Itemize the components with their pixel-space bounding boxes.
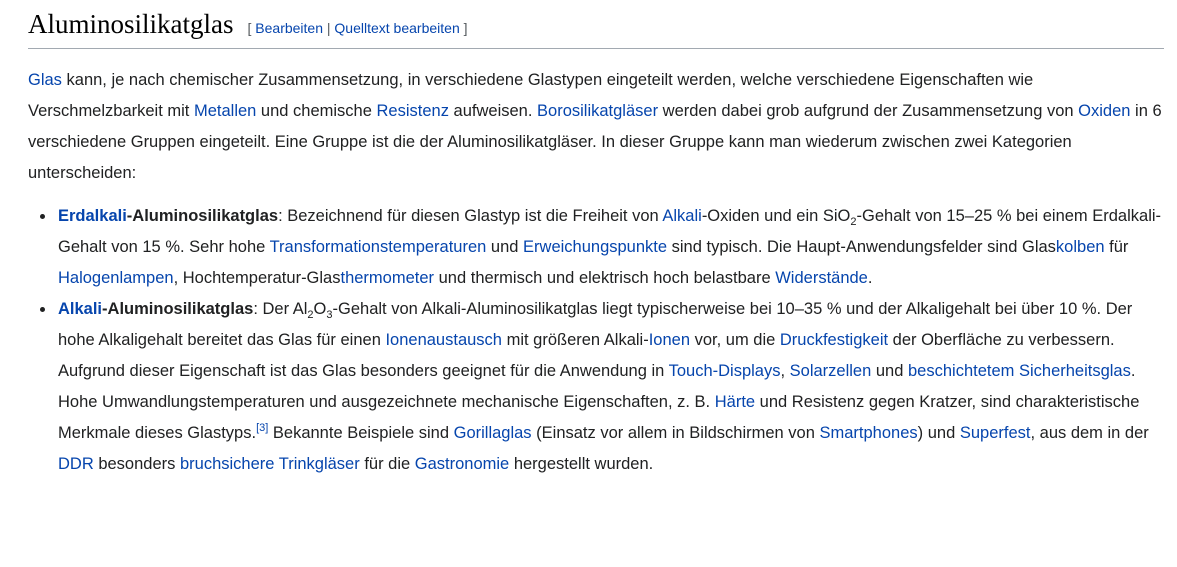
intro-paragraph: [28, 65, 1164, 189]
text: : Der Al: [253, 299, 308, 318]
text: vor, um die: [690, 330, 780, 349]
text: besonders: [93, 454, 180, 473]
item-title: [58, 207, 278, 225]
edit-source-link[interactable]: Quelltext bearbeiten: [334, 20, 460, 36]
text: mit größeren Alkali-: [501, 330, 649, 349]
edit-section-links: [248, 20, 468, 36]
text: aufweisen.: [448, 101, 538, 120]
reference-link[interactable]: [3]: [256, 421, 269, 434]
text: kann, je nach chemischer Zusammensetzung, in verschiedene Glastypen eingeteilt werden, welche verschiedene Eigenschaften wie Verschmelzbarkeit mit: [28, 70, 1034, 120]
text: (Einsatz vor allem in Bildschirmen von: [531, 423, 820, 442]
text: : Bezeichnend für diesen Glastyp ist die Freiheit von: [278, 206, 663, 225]
link-thermometer[interactable]: thermometer: [340, 268, 435, 287]
link-ddr[interactable]: DDR: [58, 454, 94, 473]
link-transformationstemperaturen[interactable]: Transformationstemperaturen: [269, 237, 487, 256]
text: O: [313, 299, 327, 318]
text: ) und: [917, 423, 960, 442]
link-widerstaende[interactable]: Widerstände: [775, 268, 868, 287]
link-alkali[interactable]: Alkali: [662, 206, 702, 225]
link-druckfestigkeit[interactable]: Druckfestigkeit: [779, 330, 889, 349]
text: sind typisch. Die Haupt-Anwendungsfelder sind Glas: [667, 237, 1056, 256]
reference-3[interactable]: [256, 422, 268, 434]
subscript: 3: [326, 308, 333, 321]
link-smartphones[interactable]: Smartphones: [819, 423, 918, 442]
text: und: [871, 361, 908, 380]
text: , Hochtemperatur-Glas: [173, 268, 341, 287]
edit-bracket-open: [: [247, 20, 256, 36]
link-superfest[interactable]: Superfest: [959, 423, 1031, 442]
link-bruchsichere-trinkglaeser[interactable]: bruchsichere Trinkgläser: [179, 454, 360, 473]
link-kolben[interactable]: kolben: [1055, 237, 1105, 256]
text: .: [867, 268, 873, 287]
link-metallen[interactable]: Metallen: [193, 101, 257, 120]
text: für: [1104, 237, 1129, 256]
text: und: [486, 237, 524, 256]
text: in 6 verschiedene Gruppen eingeteilt. Eine Gruppe ist die der Aluminosilikatgläser. In dieser Gruppe kann man wiederum zwischen zwei Kategorien unterscheiden:: [28, 101, 1162, 182]
article-content: [28, 0, 1164, 480]
text: -Oxiden und ein SiO: [701, 206, 851, 225]
text: hergestellt wurden.: [509, 454, 654, 473]
text: und thermisch und elektrisch hoch belastbare: [434, 268, 776, 287]
link-oxiden[interactable]: Oxiden: [1078, 101, 1131, 120]
link-resistenz[interactable]: Resistenz: [376, 101, 449, 120]
subscript: 2: [307, 308, 314, 321]
list-item-erdalkali: [58, 201, 1164, 294]
text: Bekannte Beispiele sind: [268, 423, 454, 442]
text: der Oberfläche zu verbessern. Aufgrund dieser Eigenschaft ist das Glas besonders geeignet für die Anwendung in: [58, 330, 1115, 380]
item-title: [58, 300, 253, 318]
text: und Resistenz gegen Kratzer, sind charakteristische Merkmale dieses Glastyps.: [58, 392, 1140, 442]
link-erdalkali[interactable]: Erdalkali: [58, 206, 127, 225]
subscript: 2: [850, 215, 857, 228]
link-haerte[interactable]: Härte: [714, 392, 756, 411]
link-ionen[interactable]: Ionen: [648, 330, 690, 349]
text: . Hohe Umwandlungstemperaturen und ausgezeichnete mechanische Eigenschaften, z. B.: [58, 361, 1136, 411]
link-halogenlampen[interactable]: Halogenlampen: [58, 268, 174, 287]
link-gastronomie[interactable]: Gastronomie: [414, 454, 510, 473]
category-list: [28, 201, 1164, 480]
link-borosilikatglaeser[interactable]: Borosilikatgläser: [537, 101, 659, 120]
link-erweichungspunkte[interactable]: Erweichungspunkte: [523, 237, 668, 256]
link-beschichtetem-sicherheitsglas[interactable]: beschichtetem Sicherheitsglas: [908, 361, 1131, 380]
edit-bracket-close: ]: [459, 20, 468, 36]
text: ,: [780, 361, 790, 380]
link-ionenaustausch[interactable]: Ionenaustausch: [385, 330, 502, 349]
link-gorillaglas[interactable]: Gorillaglas: [453, 423, 532, 442]
text: -Aluminosilikatglas: [102, 299, 254, 318]
list-item-alkali: [58, 294, 1164, 480]
link-glas[interactable]: Glas: [28, 70, 62, 89]
text: -Gehalt von Alkali-Aluminosilikatglas liegt typischerweise bei 10–35 % und der Alkaligehalt bei über 10 %. Der hohe Alkaligehalt bereitet das Glas für einen: [58, 299, 1133, 349]
text: -Gehalt von 15–25 % bei einem Erdalkali-Gehalt von 15 %. Sehr hohe: [58, 206, 1162, 256]
edit-separator: |: [323, 20, 335, 36]
link-touch-displays[interactable]: Touch-Displays: [668, 361, 781, 380]
link-solarzellen[interactable]: Solarzellen: [789, 361, 872, 380]
text: für die: [359, 454, 415, 473]
text: werden dabei grob aufgrund der Zusammensetzung von: [658, 101, 1079, 120]
text: , aus dem in der: [1030, 423, 1149, 442]
edit-link[interactable]: Bearbeiten: [255, 20, 323, 36]
text: -Aluminosilikatglas: [126, 206, 279, 225]
section-heading: [28, 8, 1164, 49]
link-alkali[interactable]: Alkali: [58, 299, 103, 318]
section-title: Aluminosilikatglas: [28, 9, 234, 39]
text: und chemische: [256, 101, 377, 120]
